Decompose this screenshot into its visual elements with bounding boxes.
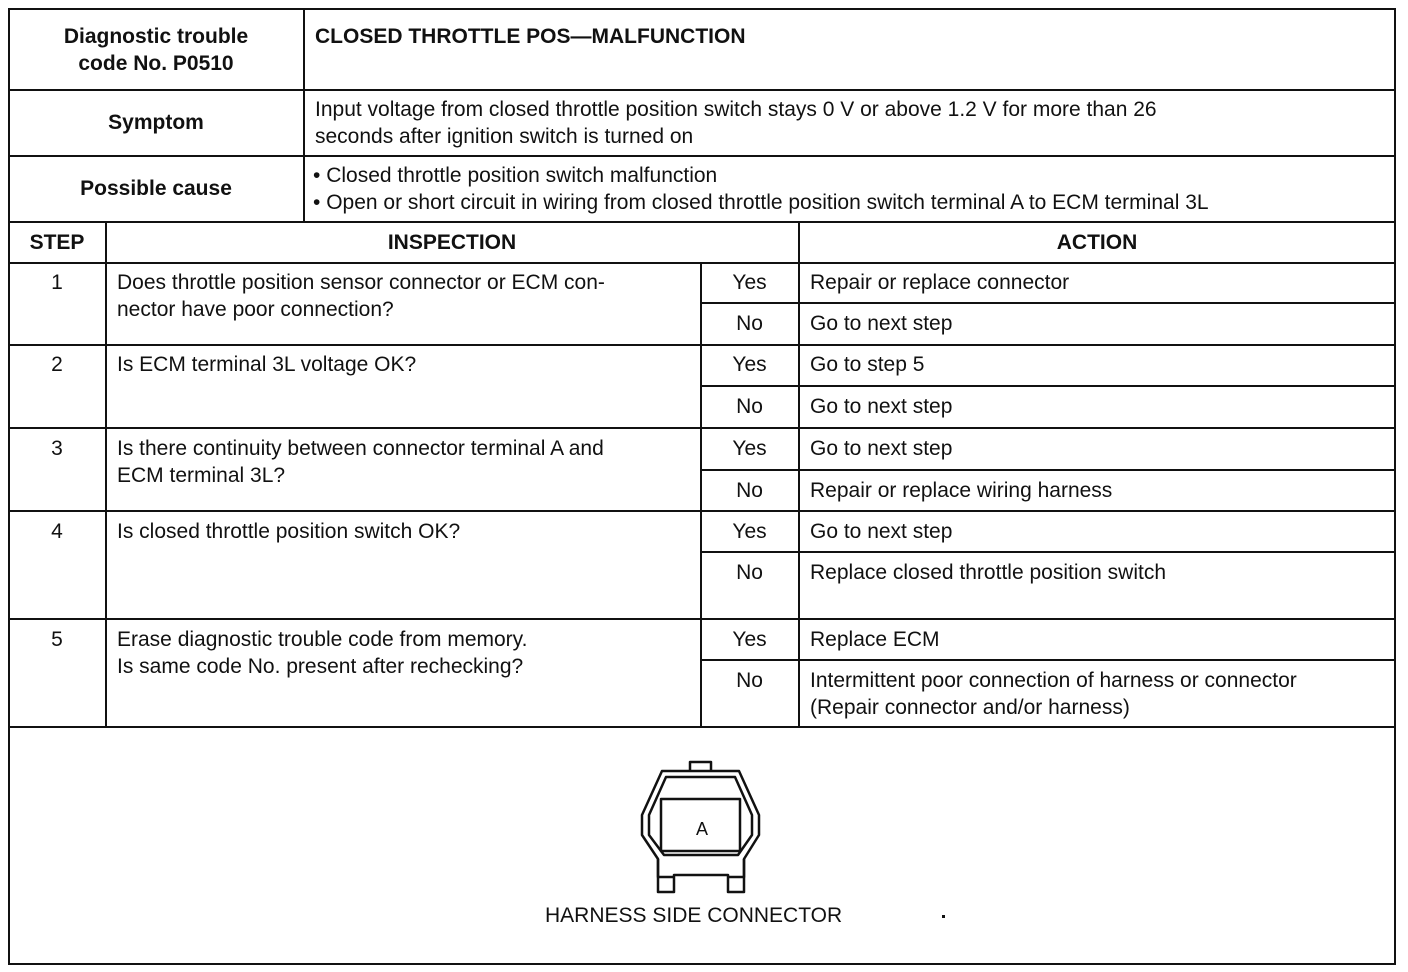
no-action: Repair or replace wiring harness [810, 479, 1113, 502]
yes-no-separator [700, 385, 1396, 387]
code-label [10, 23, 302, 77]
step-number: 1 [51, 271, 63, 294]
diagram-caption: HARNESS SIDE CONNECTOR [545, 904, 843, 927]
no-action [810, 667, 1297, 721]
bullet-icon: • [313, 164, 321, 187]
yes-label: Yes [732, 353, 767, 376]
no-label: No [736, 669, 763, 692]
step-inspection [117, 518, 460, 545]
cause-list [313, 162, 1209, 216]
step-inspection [117, 435, 604, 489]
inspection-line: Is closed throttle position switch OK? [117, 520, 461, 543]
no-action-line: Intermittent poor connection of harness or connector [810, 669, 1297, 692]
yes-no-separator [700, 469, 1396, 471]
inspection-line: ECM terminal 3L? [117, 464, 286, 487]
no-label: No [736, 312, 763, 335]
step-number: 2 [51, 353, 63, 376]
cause-text: Open or short circuit in wiring from closed throttle position switch terminal A to ECM terminal 3L [326, 191, 1209, 214]
yes-action: Go to next step [810, 437, 953, 460]
no-label: No [736, 561, 763, 584]
step-inspection [117, 626, 527, 680]
no-label: No [736, 479, 763, 502]
column-header-action: ACTION [1056, 231, 1138, 254]
yes-no-separator [700, 551, 1396, 553]
inspection-line: Erase diagnostic trouble code from memory. [117, 628, 528, 651]
bullet-icon: • [313, 191, 321, 214]
connector-latch-left [658, 859, 674, 877]
cause-text: Closed throttle position switch malfunction [326, 164, 718, 187]
row-line-symptom [8, 155, 1396, 157]
yes-label: Yes [732, 628, 767, 651]
step-inspection [117, 269, 605, 323]
code-title: CLOSED THROTTLE POS—MALFUNCTION [315, 25, 746, 48]
symptom-text-line: seconds after ignition switch is turned on [315, 125, 694, 148]
symptom-text-line: Input voltage from closed throttle position switch stays 0 V or above 1.2 V for more than 26 [315, 98, 1157, 121]
cause-label: Possible cause [80, 177, 232, 200]
symptom-text [315, 96, 1157, 150]
yes-no-separator [700, 302, 1396, 304]
row-line-columns [8, 262, 1396, 264]
cause-item [313, 162, 1209, 189]
connector-latch-right [728, 859, 744, 877]
header-divider [303, 8, 305, 222]
inspection-line: Is there continuity between connector terminal A and [117, 437, 604, 460]
yes-label: Yes [732, 520, 767, 543]
step-separator [8, 726, 1396, 728]
step-number: 4 [51, 520, 63, 543]
step-separator [8, 510, 1396, 512]
harness-connector-diagram [632, 757, 772, 897]
step-separator [8, 344, 1396, 346]
step-col-line [105, 221, 107, 727]
step-separator [8, 618, 1396, 620]
yes-action: Go to step 5 [810, 353, 925, 376]
no-action: Go to next step [810, 395, 953, 418]
symptom-label: Symptom [108, 111, 204, 134]
code-label-line: code No. P0510 [78, 52, 234, 75]
connector-inner-outline [649, 777, 752, 855]
yes-no-separator [700, 659, 1396, 661]
column-header-inspection: INSPECTION [387, 231, 517, 254]
connector-tab [690, 762, 711, 771]
no-action: Replace closed throttle position switch [810, 561, 1167, 584]
no-action: Go to next step [810, 312, 953, 335]
yes-label: Yes [732, 271, 767, 294]
inspection-line: Is same code No. present after rechecking? [117, 655, 524, 678]
row-line-cause [8, 221, 1396, 223]
yes-action: Replace ECM [810, 628, 940, 651]
cause-item [313, 189, 1209, 216]
row-line-code [8, 89, 1396, 91]
column-header-step: STEP [29, 231, 85, 254]
yes-label: Yes [732, 437, 767, 460]
action-col-line [798, 221, 800, 727]
inspection-line: Is ECM terminal 3L voltage OK? [117, 353, 417, 376]
inspection-line: Does throttle position sensor connector or ECM con- [117, 271, 605, 294]
yes-action: Repair or replace connector [810, 271, 1070, 294]
yes-action: Go to next step [810, 520, 953, 543]
step-number: 3 [51, 437, 63, 460]
no-label: No [736, 395, 763, 418]
step-number: 5 [51, 628, 63, 651]
step-separator [8, 427, 1396, 429]
step-inspection [117, 351, 416, 378]
no-action-line: (Repair connector and/or harness) [810, 696, 1130, 719]
terminal-label: A [695, 819, 709, 839]
code-label-line: Diagnostic trouble [63, 25, 249, 48]
speck-mark [942, 915, 945, 918]
inspection-line: nector have poor connection? [117, 298, 394, 321]
